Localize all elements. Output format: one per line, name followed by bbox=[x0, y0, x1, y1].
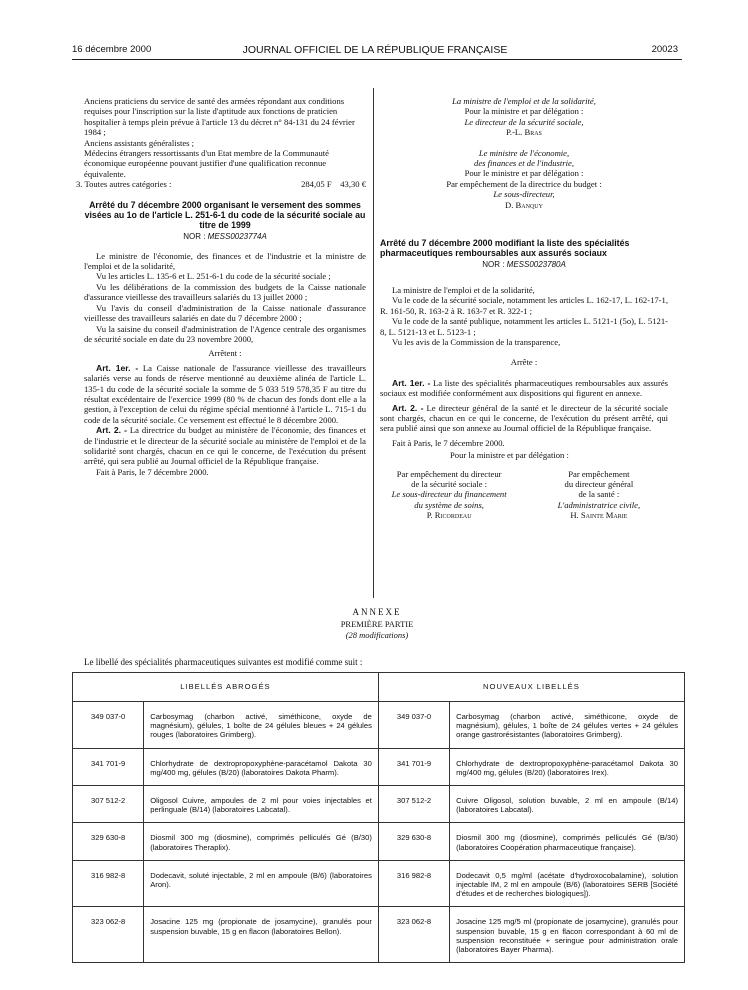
signature-line: Pour la ministre et par délégation : bbox=[464, 106, 584, 117]
new-label-cell: Dodecavit 0,5 mg/ml (acétate d'hydroxocobalamine), solution injectable IM, 2 ml en ampoule (B/6) (laboratoires SERB [Société d'études et de recherches biologiques]). bbox=[450, 860, 685, 907]
signature-line: Pour le ministre et par délégation : bbox=[464, 168, 584, 179]
cip-code-cell: 341 701-9 bbox=[73, 748, 144, 785]
arrete-1-nor bbox=[84, 232, 366, 242]
annex-part: PREMIÈRE PARTIE bbox=[340, 618, 414, 629]
new-label-cell: Josacine 125 mg/5 ml (propionate de josamycine), granulés pour suspension buvable, 15 g en flacon correspondant à 60 ml de suspension reconstituée + seringue pour administration orale (laboratoires Bayer Pharma). bbox=[450, 907, 685, 963]
arrete-1-title: Arrêté du 7 décembre 2000 organisant le versement des sommes visées au 1o de l'article L. 251-6-1 du code de la sécurité sociale au titre de 1999 bbox=[84, 199, 366, 231]
left-column bbox=[76, 96, 367, 477]
column-separator bbox=[373, 88, 374, 598]
page-header bbox=[72, 44, 678, 58]
right-column bbox=[380, 96, 668, 521]
arrete-2-para: Vu le code de la sécurité sociale, notamment les articles L. 162-17, L. 162-17-1, R. 161-50, R. 163-2 à R. 163-7 et R. 322-1 ; bbox=[380, 295, 668, 316]
old-label-cell: Carbosymag (charbon activé, siméthicone, oxyde de magnésium), gélules, 1 boîte de 24 gélules bleues + 24 gélules rouges (laboratoires Grimberg). bbox=[144, 702, 379, 749]
table-row bbox=[73, 860, 685, 907]
signature-line: de la santé : bbox=[578, 489, 620, 500]
signature-line: La ministre de l'emploi et de la solidarité, bbox=[452, 96, 596, 106]
annex-intro: Le libellé des spécialités pharmaceutiques suivantes est modifié comme suit : bbox=[84, 657, 363, 667]
arrete-2-para: Vu le code de la santé publique, notamment les articles L. 5121-1 (5o), L. 5121-8, L. 5121-13 et L. 5123-1 ; bbox=[380, 316, 668, 337]
cip-code-cell: 323 062-8 bbox=[73, 907, 144, 963]
signature-line: du directeur général bbox=[564, 478, 634, 489]
table-row bbox=[73, 786, 685, 823]
old-label-cell: Dodecavit, soluté injectable, 2 ml en ampoule (B/6) (laboratoires Aron). bbox=[144, 860, 379, 907]
category-3-line bbox=[76, 179, 366, 189]
signature-line: du système de soins, bbox=[414, 499, 484, 510]
old-label-cell: Oligosol Cuivre, ampoules de 2 ml pour voies injectables et perlinguale (B/14) (laboratoires Labcatal). bbox=[144, 786, 379, 823]
column-header-new: NOUVEAUX LIBELLÉS bbox=[378, 673, 684, 702]
nor-label: NOR : bbox=[482, 260, 505, 270]
category-3-francs: 284,05 F bbox=[301, 179, 332, 190]
article-label: Art. 2. - bbox=[392, 402, 424, 413]
arrete-1-para: Le ministre de l'économie, des finances et de l'industrie et la ministre de l'emploi et de la solidarité, bbox=[84, 250, 366, 272]
category-list bbox=[84, 96, 366, 179]
article-text: La liste des spécialités pharmaceutiques remboursables aux assurés sociaux est modifiée conformément aux dispositions qui figurent en annexe. bbox=[380, 377, 668, 399]
arrete-2-article-1 bbox=[380, 378, 668, 399]
category-item: Médecins étrangers ressortissants d'un Etat membre de la Communauté économique européenne pouvant justifier d'une qualification reconnue équivalente. bbox=[84, 148, 329, 179]
category-item: Anciens praticiens du service de santé des armées répondant aux conditions requises pour l'inscription sur la liste d'aptitude aux fonctions de praticien hospitalier à temps plein prévue à l'article 13 du décret n° 84-131 du 24 février 1984 ; bbox=[84, 96, 355, 138]
cip-code-cell: 349 037-0 bbox=[73, 702, 144, 749]
article-text: Le directeur général de la santé et le directeur de la sécurité sociale sont chargés, chacun en ce qui le concerne, de l'exécution du présent arrêté, qui sera publié ainsi que son annexe au Journal officiel de la République française. bbox=[380, 402, 668, 434]
new-label-cell: Chlorhydrate de dextropropoxyphène-paracétamol Dakota 30 mg/400 mg, gélules (B/20) (laboratoires Irex). bbox=[450, 748, 685, 785]
signatory-name: H. Sainte Marie bbox=[570, 510, 628, 521]
signature-line: Par empêchement bbox=[568, 468, 630, 479]
old-label-cell: Josacine 125 mg (propionate de josamycine), granulés pour suspension buvable, 15 g en flacon (laboratoires Bellon). bbox=[144, 907, 379, 963]
nor-code: MESS0023780A bbox=[506, 260, 566, 270]
signature-line: Le ministre de l'économie, bbox=[478, 147, 570, 158]
signature-line: Le sous-directeur, bbox=[493, 189, 555, 200]
signature-line: des finances et de l'industrie, bbox=[474, 158, 574, 169]
arrete-1-para: Vu l'avis du conseil d'administration de la Caisse nationale d'assurance vieillesse des travailleurs salariés en date du 7 décembre 2000 ; bbox=[84, 302, 366, 324]
category-item: Anciens assistants généralistes ; bbox=[84, 137, 195, 148]
cip-code-cell: 316 982-8 bbox=[73, 860, 144, 907]
arrete-1-para: Vu les délibérations de la commission des budgets de la Caisse nationale d'assurance vieillesse des travailleurs salariés du 13 juillet 2000 ; bbox=[84, 281, 366, 303]
arrete-1-article-1 bbox=[84, 363, 366, 425]
arrete-1-fait: Fait à Paris, le 7 décembre 2000. bbox=[96, 466, 209, 477]
signature-line: Le directeur de la sécurité sociale, bbox=[464, 116, 584, 127]
table-row bbox=[73, 823, 685, 860]
new-label-cell: Carbosymag (charbon activé, siméthicone, oxyde de magnésium), gélules, 1 boîte de 24 gélules vertes + 24 gélules orange gastrorésistantes (laboratoires Grimberg). bbox=[450, 702, 685, 749]
article-label: Art. 1er. - bbox=[96, 362, 139, 373]
category-3-euros: 43,30 € bbox=[340, 179, 366, 190]
arrete-2-signatures bbox=[380, 469, 668, 521]
cip-code-cell: 307 512-2 bbox=[378, 786, 449, 823]
annex-title: ANNEXE bbox=[352, 607, 402, 617]
signature-line: Le sous-directeur du financement bbox=[391, 489, 507, 500]
arrete-2-title: Arrêté du 7 décembre 2000 modifiant la liste des spécialités pharmaceutiques remboursables aux assurés sociaux bbox=[380, 238, 630, 259]
arrete-heading: Arrête : bbox=[510, 357, 538, 368]
page-number: 20023 bbox=[651, 44, 678, 55]
cip-code-cell: 329 630-8 bbox=[73, 823, 144, 860]
cip-code-cell: 349 037-0 bbox=[378, 702, 449, 749]
column-header-old: LIBELLÉS ABROGÉS bbox=[73, 673, 379, 702]
nor-label: NOR : bbox=[183, 232, 206, 242]
signature-line: L'administratrice civile, bbox=[557, 499, 641, 510]
signatory-name: D. Banquy bbox=[505, 199, 543, 210]
article-text: La Caisse nationale de l'assurance vieillesse des travailleurs salariés verse au fonds de réserve mentionné au deuxième alinéa de l'article L. 135-1 du code de la sécurité sociale la somme de 5 033 519 578,35 F au titre du résultat excédentaire de l'exercice 1999 (80 % de chacun des fonds dont elle a la gestion, à l'exception de celui du régime spécial mentionné à l'article L. 715-1 du code de la sécurité sociale. Ce versement est effectué le 8 décembre 2000. bbox=[84, 362, 366, 425]
annex-heading bbox=[72, 607, 682, 642]
header-rule bbox=[72, 59, 682, 60]
signatory-name: P.-L. Bras bbox=[506, 127, 542, 138]
cip-code-cell: 341 701-9 bbox=[378, 748, 449, 785]
cip-code-cell: 329 630-8 bbox=[378, 823, 449, 860]
article-label: Art. 1er. - bbox=[392, 377, 431, 388]
nor-code: MESS0023774A bbox=[207, 232, 267, 242]
article-label: Art. 2. - bbox=[96, 425, 128, 436]
new-label-cell: Cuivre Oligosol, solution buvable, 2 ml en ampoule (B/14) (laboratoires Labcatal). bbox=[450, 786, 685, 823]
arretent-heading: Arrêtent : bbox=[208, 348, 242, 359]
arrete-2-fait: Fait à Paris, le 7 décembre 2000. bbox=[392, 437, 505, 448]
annex-count: (28 modifications) bbox=[345, 630, 409, 640]
old-label-cell: Diosmil 300 mg (diosmine), comprimés pelliculés Gé (B/30) (laboratoires Theraplix). bbox=[144, 823, 379, 860]
header-date: 16 décembre 2000 bbox=[72, 44, 152, 55]
arrete-2-para: Vu les avis de la Commission de la transparence, bbox=[392, 336, 561, 347]
signature-block-left bbox=[380, 469, 518, 521]
arrete-1-para: Vu les articles L. 135-6 et L. 251-6-1 du code de la sécurité sociale ; bbox=[96, 271, 331, 282]
cip-code-cell: 316 982-8 bbox=[378, 860, 449, 907]
article-text: La directrice du budget au ministère de l'économie, des finances et de l'industrie et le directeur de la sécurité sociale au ministère de l'emploi et de la solidarité sont chargés, chacun en ce qui le concerne, de l'exécution du présent arrêté, qui sera publié au Journal officiel de la République française. bbox=[84, 425, 367, 467]
arrete-2-article-2 bbox=[380, 403, 668, 434]
signature-line: Par empêchement du directeur bbox=[396, 468, 502, 479]
cip-code-cell: 323 062-8 bbox=[378, 907, 449, 963]
new-label-cell: Diosmil 300 mg (diosmine), comprimés pelliculés Gé (B/30) (laboratoires Coopération pharmaceutique française). bbox=[450, 823, 685, 860]
arrete-2-para: La ministre de l'emploi et de la solidarité, bbox=[392, 284, 535, 295]
signature-block-right bbox=[530, 469, 668, 521]
cip-code-cell: 307 512-2 bbox=[73, 786, 144, 823]
arrete-2-pour: Pour la ministre et par délégation : bbox=[450, 450, 569, 461]
arrete-1-article-2 bbox=[84, 425, 366, 467]
signature-line: Par empêchement de la directrice du budget : bbox=[446, 178, 602, 189]
journal-title: JOURNAL OFFICIEL DE LA RÉPUBLIQUE FRANÇAISE bbox=[242, 44, 508, 56]
signatory-name: P. Ricordeau bbox=[426, 510, 472, 521]
table-row bbox=[73, 748, 685, 785]
annex-table bbox=[72, 672, 685, 963]
table-header-row bbox=[73, 673, 685, 702]
old-label-cell: Chlorhydrate de dextropropoxyphène-paracétamol Dakota 30 mg/400 mg, gélules (B/20) (laboratoires Dakota Pharm). bbox=[144, 748, 379, 785]
signature-line: de la sécurité sociale : bbox=[411, 478, 488, 489]
arrete-2-nor bbox=[380, 260, 668, 270]
table-row bbox=[73, 702, 685, 749]
category-3-label: 3. Toutes autres catégories : bbox=[76, 179, 172, 190]
arrete-1-para: Vu la saisine du conseil d'administration de l'Agence centrale des organismes de sécurité sociale en date du 23 novembre 2000, bbox=[84, 323, 366, 344]
table-row bbox=[73, 907, 685, 963]
